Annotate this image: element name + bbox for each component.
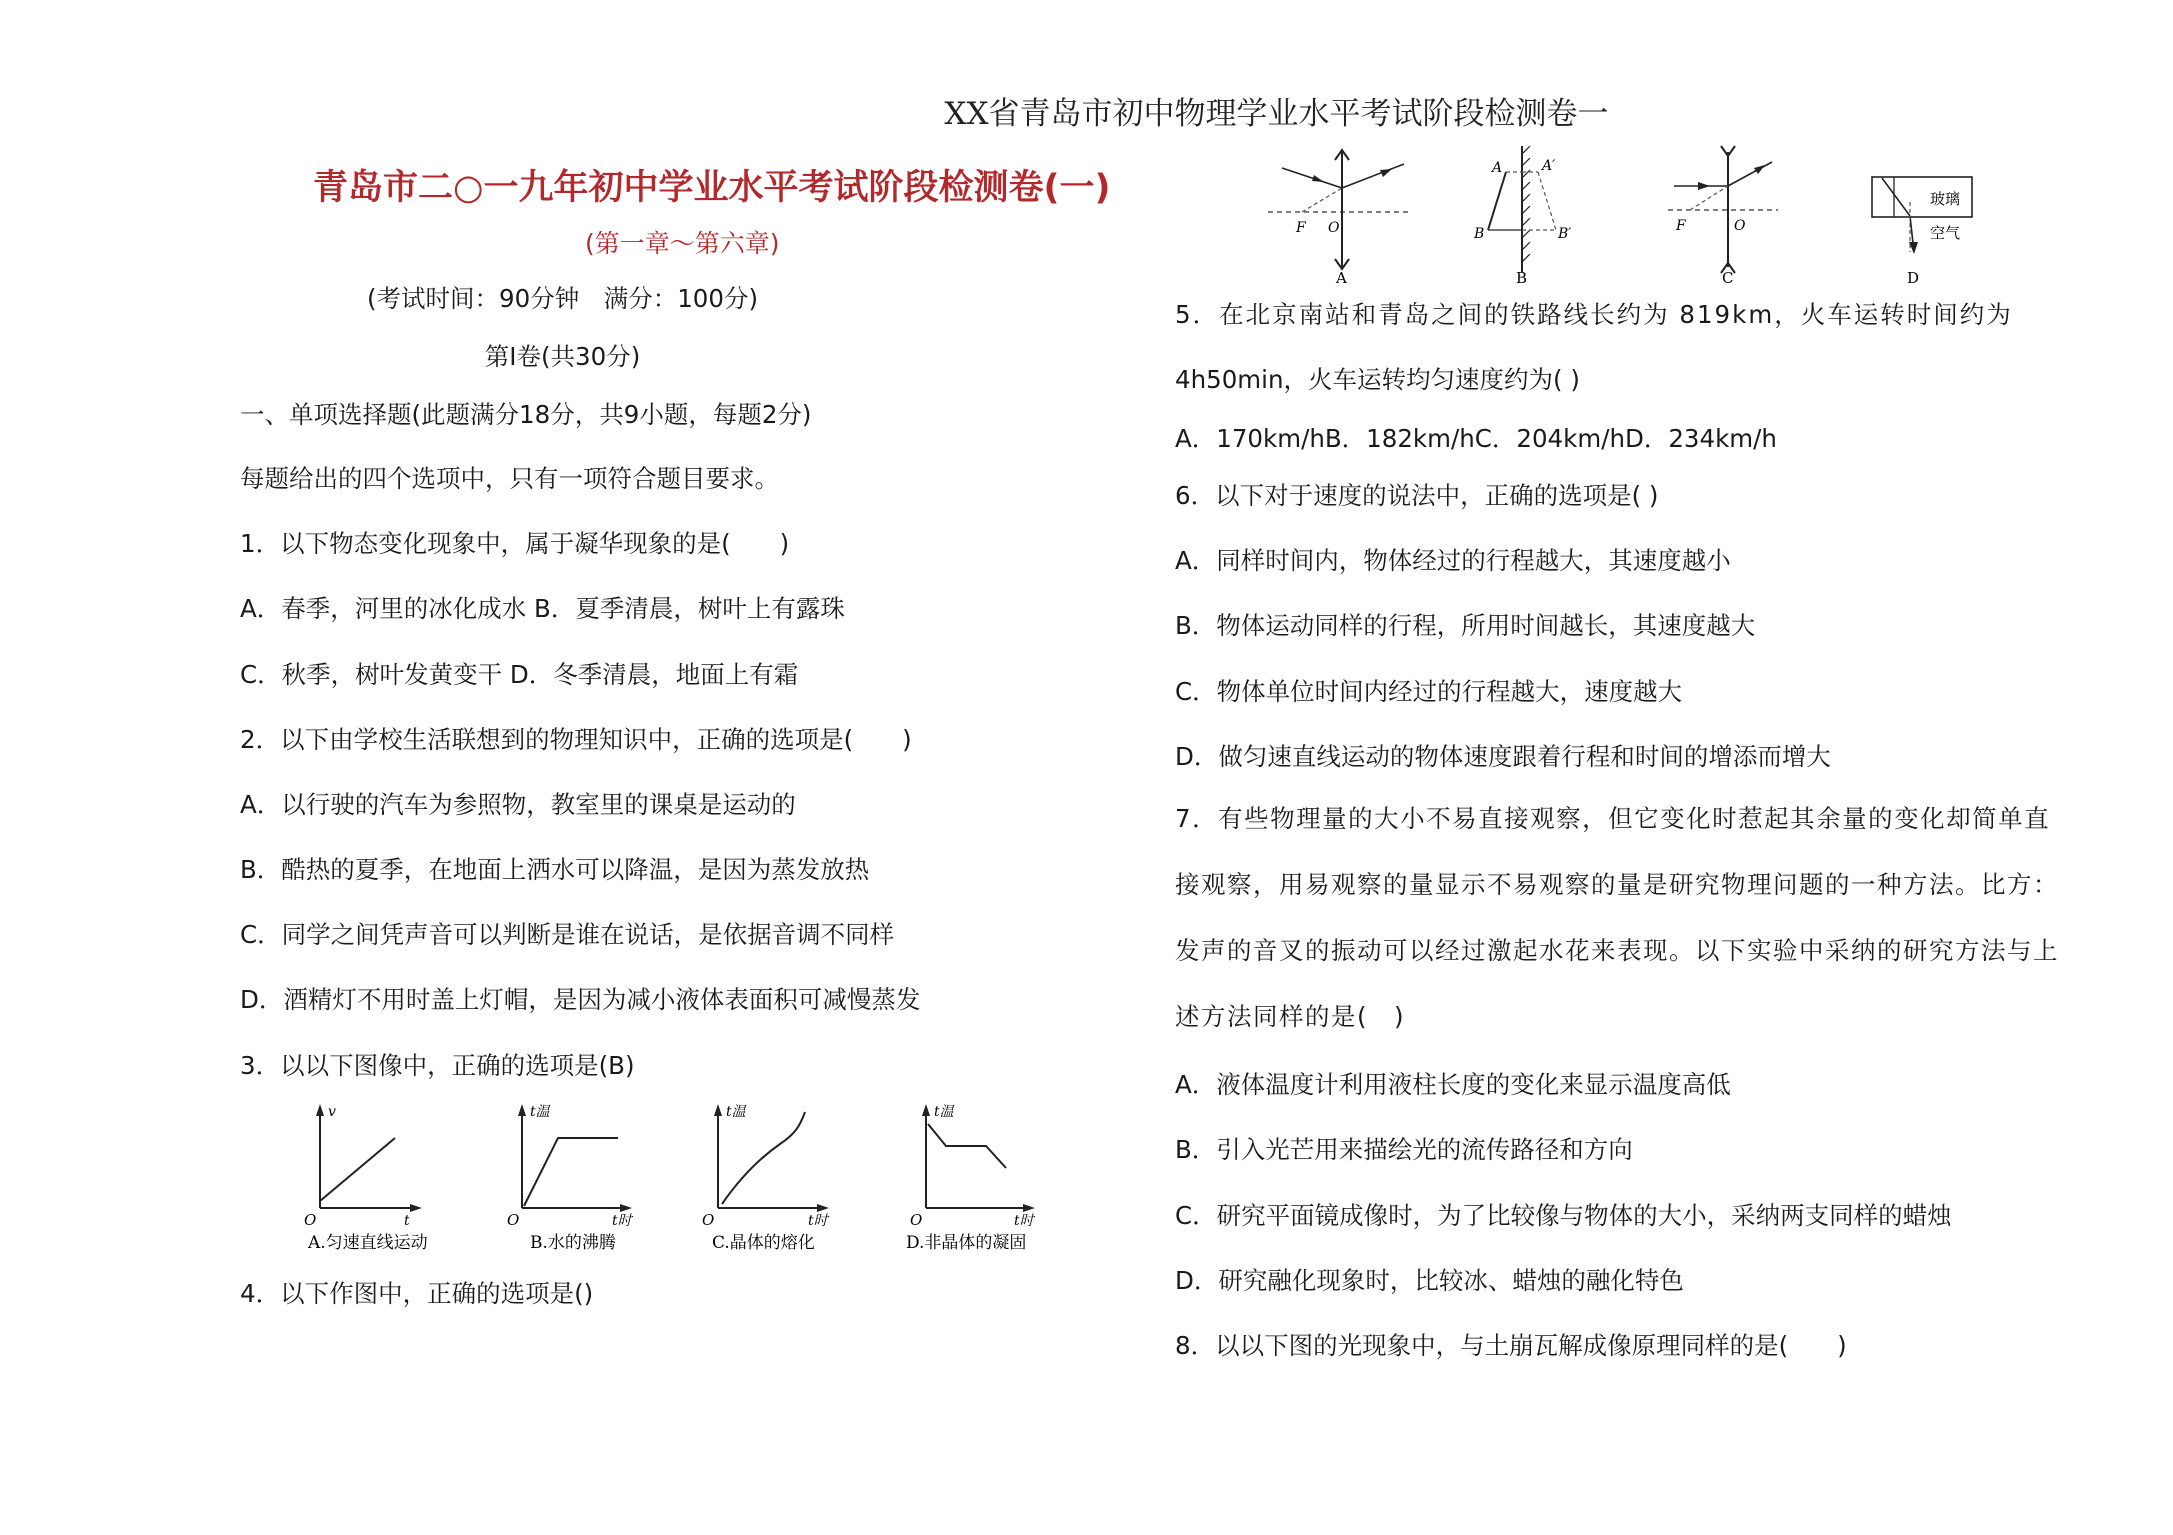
graph-a-uniform-motion <box>304 1104 428 1253</box>
figure-c-label: C <box>1722 269 1734 287</box>
figure-b-mark-b: B <box>1474 226 1485 242</box>
q6-option-b: B．物体运动同样的行程，所用时间越长，其速度越大 <box>1175 611 1756 640</box>
graph-c-ylabel: t温 <box>726 1104 746 1120</box>
q1-stem: 1．以下物态变化现象中，属于凝华现象的是( ) <box>240 529 790 558</box>
graph-d-ylabel: t温 <box>934 1104 954 1120</box>
document-title: XX省青岛市初中物理学业水平考试阶段检测卷一 <box>944 96 1609 132</box>
figure-d-mark-air: 空气 <box>1930 224 1961 242</box>
optics-figure-d <box>1872 177 1972 287</box>
graph-c-caption: C.晶体的熔化 <box>712 1233 815 1253</box>
q5-stem-line2: 4h50min，火车运转均匀速度约为( ) <box>1175 365 1580 394</box>
q3-stem: 3．以以下图像中，正确的选项是(B) <box>240 1051 635 1080</box>
q3-graphs-figure <box>290 1098 1050 1258</box>
section-instruction: 每题给出的四个选项中，只有一项符合题目要求。 <box>240 464 779 493</box>
q6-stem: 6．以下对于速度的说法中，正确的选项是( ) <box>1175 481 1659 510</box>
graph-d-origin: O <box>910 1211 923 1229</box>
q2-stem: 2．以下由学校生活联想到的物理知识中，正确的选项是( ) <box>240 725 912 754</box>
chapter-range: (第一章～第六章) <box>585 229 780 258</box>
exam-title: 青岛市二○一九年初中学业水平考试阶段检测卷(一) <box>313 168 1111 208</box>
q5-options: A．170km/hB．182km/hC．204km/hD．234km/h <box>1175 424 1777 453</box>
graph-a-caption: A.匀速直线运动 <box>308 1233 428 1253</box>
figure-d-label: D <box>1907 269 1920 287</box>
q1-options-line2: C．秋季，树叶发黄变干 D．冬季清晨，地面上有霜 <box>240 660 799 689</box>
q2-option-b: B．酷热的夏季，在地面上洒水可以降温，是因为蒸发放热 <box>240 855 870 884</box>
figure-a-label: A <box>1336 269 1347 287</box>
graph-b-water-boiling <box>507 1104 634 1253</box>
graph-a-ylabel: v <box>328 1104 336 1120</box>
graph-b-caption: B.水的沸腾 <box>530 1233 616 1253</box>
figure-a-mark-o: O <box>1328 220 1340 236</box>
graph-b-origin: O <box>507 1211 520 1229</box>
q7-stem: 7．有些物理量的大小不易直接观察，但它变化时惹起其余量的变化却简单直接观察，用易观察的量显示不易观察的量是研究物理问题的一种方法。比方：发声的音叉的振动可以经过激起水花来表现。以下实验中采纳的研究方法与上述方法同样的是( ) <box>1175 804 2059 1031</box>
q2-option-c: C．同学之间凭声音可以判断是谁在说话，是依据音调不同样 <box>240 920 895 949</box>
q5-stem-line1: 5．在北京南站和青岛之间的铁路线长约为 819km，火车运转时间约为 <box>1175 300 2013 329</box>
graph-c-xlabel: t时 <box>808 1213 828 1229</box>
graph-a-origin: O <box>304 1211 317 1229</box>
graph-d-caption: D.非晶体的凝固 <box>906 1233 1027 1253</box>
exam-time-score: (考试时间：90分钟 满分：100分) <box>366 284 759 313</box>
volume-heading: 第Ⅰ卷(共30分) <box>484 342 641 371</box>
figure-b-mark-a: A <box>1492 160 1503 176</box>
graph-b-xlabel: t时 <box>612 1213 632 1229</box>
optics-figure-c <box>1668 146 1778 287</box>
figure-a-mark-f: F <box>1296 220 1306 236</box>
figure-b-mark-b-prime: B′ <box>1558 226 1572 242</box>
q7-option-d: D．研究融化现象时，比较冰、蜡烛的融化特色 <box>1175 1266 1684 1295</box>
graph-d-amorphous-solidification <box>906 1104 1036 1253</box>
graph-c-crystal-melting <box>702 1104 830 1253</box>
section-heading: 一、单项选择题(此题满分18分，共9小题，每题2分) <box>240 400 812 429</box>
graph-c-origin: O <box>702 1211 715 1229</box>
optics-figure-b <box>1473 146 1572 287</box>
q1-options-line1: A．春季，河里的冰化成水 B．夏季清晨，树叶上有露珠 <box>240 594 845 623</box>
graph-d-xlabel: t时 <box>1014 1213 1034 1229</box>
q2-option-d: D．酒精灯不用时盖上灯帽，是因为减小液体表面积可减慢蒸发 <box>240 985 921 1014</box>
graph-a-xlabel: t <box>404 1213 410 1229</box>
q2-option-a: A．以行驶的汽车为参照物，教室里的课桌是运动的 <box>240 790 796 819</box>
figure-d-mark-glass: 玻璃 <box>1930 190 1961 208</box>
figure-c-mark-o: O <box>1734 218 1746 234</box>
q6-option-c: C．物体单位时间内经过的行程越大，速度越大 <box>1175 677 1683 706</box>
q4-stem: 4．以下作图中，正确的选项是() <box>240 1279 594 1308</box>
figure-b-mark-a-prime: A′ <box>1542 158 1556 174</box>
figure-b-label: B <box>1516 269 1528 287</box>
figure-c-mark-f: F <box>1676 218 1686 234</box>
q4-optics-figure <box>1262 142 1992 287</box>
q6-option-a: A．同样时间内，物体经过的行程越大，其速度越小 <box>1175 546 1731 575</box>
q7-option-b: B．引入光芒用来描绘光的流传路径和方向 <box>1175 1135 1633 1164</box>
q6-option-d: D．做匀速直线运动的物体速度跟着行程和时间的增添而增大 <box>1175 742 1831 771</box>
q7-option-c: C．研究平面镜成像时，为了比较像与物体的大小，采纳两支同样的蜡烛 <box>1175 1201 1952 1230</box>
q7-option-a: A．液体温度计利用液柱长度的变化来显示温度高低 <box>1175 1070 1731 1099</box>
q8-stem: 8．以以下图的光现象中，与土崩瓦解成像原理同样的是( ) <box>1175 1331 1847 1360</box>
optics-figure-a <box>1268 150 1408 287</box>
graph-b-ylabel: t温 <box>530 1104 550 1120</box>
